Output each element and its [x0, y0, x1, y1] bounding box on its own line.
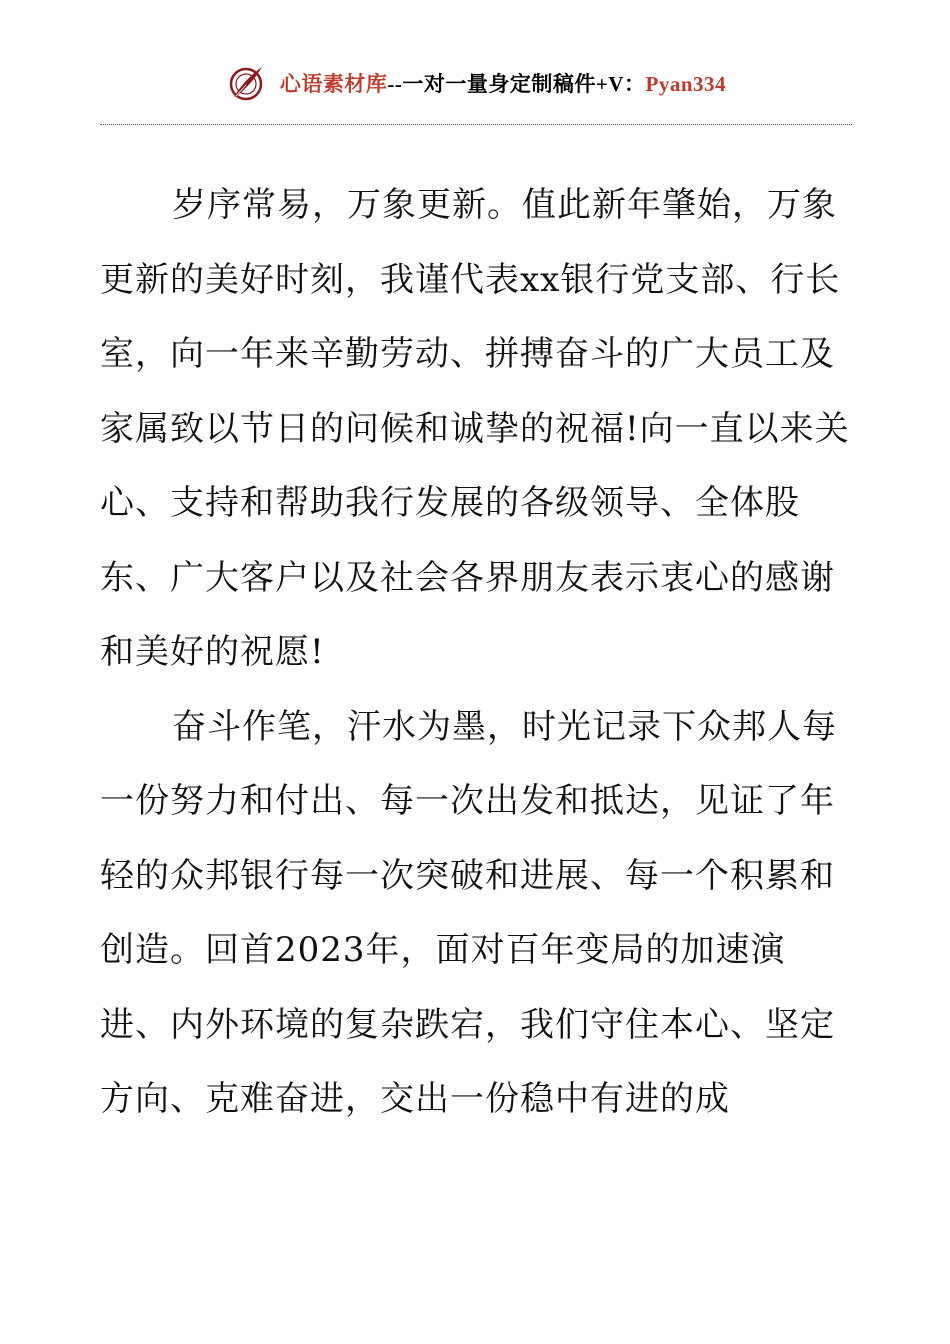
- contact-id: Pyan334: [645, 72, 727, 96]
- header-text: [280, 68, 726, 98]
- document-body: [100, 168, 852, 1137]
- paragraph-1: 岁序常易，万象更新。值此新年肇始，万象更新的美好时刻，我谨代表xx银行党支部、行长室，向一年来辛勤劳动、拼搏奋斗的广大员工及家属致以节日的问候和诚挚的祝福!向一直以来关心、支持和帮助我行发展的各级领导、全体股东、广大客户以及社会各界朋友表示衷心的感谢和美好的祝愿!: [100, 185, 850, 672]
- quill-logo-icon: [226, 63, 266, 103]
- header-divider: [100, 124, 852, 125]
- header-slogan: --一对一量身定制稿件+V：: [387, 72, 646, 96]
- brand-name: 心语素材库: [279, 72, 388, 96]
- page-header: [100, 58, 852, 108]
- paragraph-2: 奋斗作笔，汗水为墨，时光记录下众邦人每一份努力和付出、每一次出发和抵达，见证了年轻的众邦银行每一次突破和进展、每一个积累和创造。回首2023年，面对百年变局的加速演进、内外环境的复杂跌宕，我们守住本心、坚定方向、克难奋进，交出一份稳中有进的成: [100, 706, 837, 1119]
